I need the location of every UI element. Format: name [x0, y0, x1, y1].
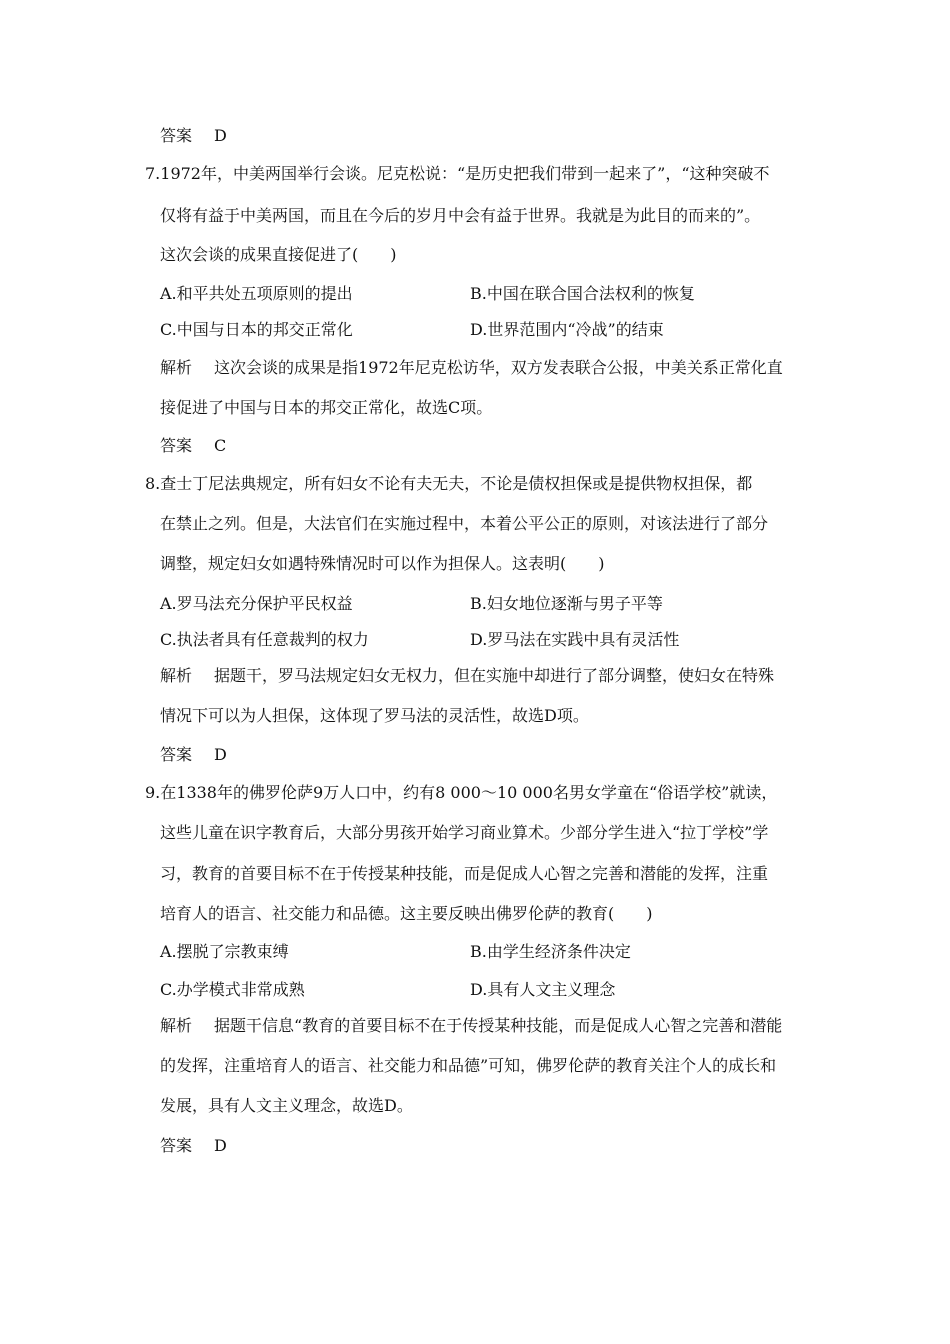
question-7-line-3: 这次会谈的成果直接促进了( )	[160, 245, 397, 264]
question-9-line-2: 这些儿童在识字教育后，大部分男孩开始学习商业算术。少部分学生进入“拉丁学校”学	[160, 823, 769, 842]
question-7-option-a: A.和平共处五项原则的提出	[160, 284, 353, 303]
question-8-option-b: B.妇女地位逐渐与男子平等	[470, 594, 663, 613]
answer-value: C	[214, 436, 227, 455]
answer-line	[160, 126, 227, 146]
question-9-line-3: 习，教育的首要目标不在于传授某种技能，而是促成人心智之完善和潜能的发挥，注重	[160, 864, 769, 883]
question-9-answer	[160, 1136, 227, 1156]
question-8-analysis-line-2: 情况下可以为人担保，这体现了罗马法的灵活性，故选D项。	[160, 706, 589, 725]
answer-label: 答案	[160, 1136, 193, 1155]
answer-value: D	[214, 1136, 227, 1155]
question-7-analysis-line-2: 接促进了中国与日本的邦交正常化，故选C项。	[160, 398, 493, 417]
question-9-option-d: D.具有人文主义理念	[470, 980, 616, 999]
answer-label: 答案	[160, 126, 193, 145]
question-7-option-c: C.中国与日本的邦交正常化	[160, 320, 353, 339]
question-8-answer	[160, 745, 227, 765]
question-9-analysis-line-2: 的发挥，注重培育人的语言、社交能力和品德”可知，佛罗伦萨的教育关注个人的成长和	[160, 1056, 777, 1075]
analysis-text: 据题干信息“教育的首要目标不在于传授某种技能，而是促成人心智之完善和潜能	[214, 1016, 783, 1035]
analysis-label: 解析	[160, 1016, 193, 1035]
question-7-line-1: 7.1972年，中美两国举行会谈。尼克松说：“是历史把我们带到一起来了”，“这种突破不	[145, 164, 770, 183]
question-9-option-b: B.由学生经济条件决定	[470, 942, 631, 961]
question-7-line-2: 仅将有益于中美两国，而且在今后的岁月中会有益于世界。我就是为此目的而来的”。	[160, 206, 761, 225]
question-8-line-2: 在禁止之列。但是，大法官们在实施过程中，本着公平公正的原则，对该法进行了部分	[160, 514, 769, 533]
question-7-analysis-line-1	[160, 358, 783, 378]
analysis-text: 据题干，罗马法规定妇女无权力，但在实施中却进行了部分调整，使妇女在特殊	[214, 666, 775, 685]
question-9-option-c: C.办学模式非常成熟	[160, 980, 305, 999]
question-8-option-a: A.罗马法充分保护平民权益	[160, 594, 353, 613]
question-9-option-a: A.摆脱了宗教束缚	[160, 942, 289, 961]
question-8-option-c: C.执法者具有任意裁判的权力	[160, 630, 369, 649]
answer-value: D	[214, 745, 227, 764]
answer-label: 答案	[160, 436, 193, 455]
question-9-analysis-line-1	[160, 1016, 782, 1036]
question-7-answer	[160, 436, 226, 456]
analysis-text: 这次会谈的成果是指1972年尼克松访华，双方发表联合公报，中美关系正常化直	[214, 358, 783, 377]
analysis-label: 解析	[160, 358, 193, 377]
question-7-option-b: B.中国在联合国合法权利的恢复	[470, 284, 695, 303]
question-8-analysis-line-1	[160, 666, 774, 686]
answer-label: 答案	[160, 745, 193, 764]
question-8-line-1: 8.查士丁尼法典规定，所有妇女不论有夫无夫，不论是债权担保或是提供物权担保，都	[145, 474, 753, 493]
question-8-line-3: 调整，规定妇女如遇特殊情况时可以作为担保人。这表明( )	[160, 554, 605, 573]
question-9-line-1: 9.在1338年的佛罗伦萨9万人口中，约有8 000～10 000名男女学童在“俗语学校”就读，	[145, 783, 778, 802]
question-7-option-d: D.世界范围内“冷战”的结束	[470, 320, 664, 339]
analysis-label: 解析	[160, 666, 193, 685]
question-8-option-d: D.罗马法在实践中具有灵活性	[470, 630, 680, 649]
answer-value: D	[214, 126, 227, 145]
question-9-analysis-line-3: 发展，具有人文主义理念，故选D。	[160, 1096, 413, 1115]
question-9-line-4: 培育人的语言、社交能力和品德。这主要反映出佛罗伦萨的教育( )	[160, 904, 653, 923]
